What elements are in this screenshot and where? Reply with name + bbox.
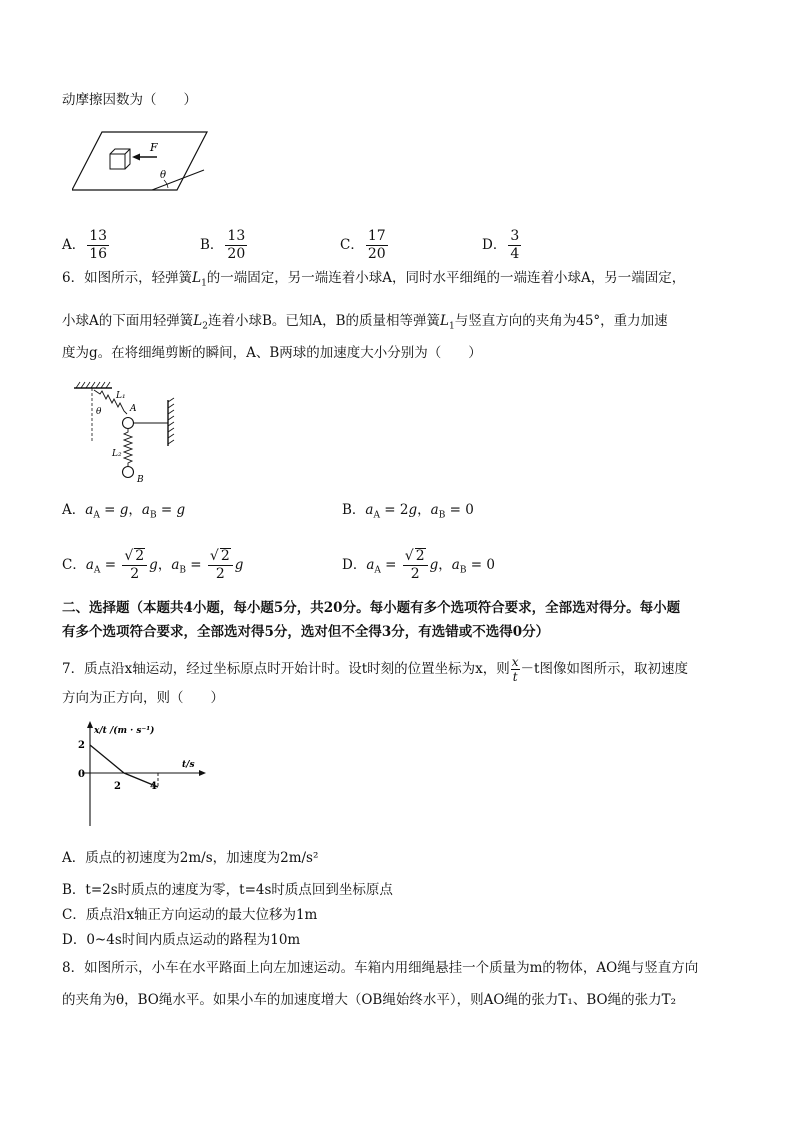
- q7-graph: [70, 718, 210, 830]
- q6-L2-label: L₂: [112, 449, 122, 459]
- q7-x-tick-4: 4: [150, 781, 157, 792]
- q5-tail-text: 动摩擦因数为（ ）: [62, 92, 197, 108]
- q7-data-line: [90, 745, 158, 787]
- q7-y-axis-label: x/t /(m · s⁻¹): [94, 726, 155, 736]
- q7-x-axis-label: t/s: [182, 760, 195, 770]
- q7-option-c: C．质点沿x轴正方向运动的最大位移为1m: [62, 907, 318, 923]
- q6-A-label: A: [130, 404, 137, 414]
- q5-force-label: F: [150, 141, 158, 154]
- q6-L1-label: L₁: [116, 391, 126, 401]
- q6-B-label: B: [137, 475, 144, 485]
- q5-option-d: D． $\frac{3}{4}$: [482, 228, 520, 262]
- section2-line1: 二、选择题（本题共4小题，每小题5分，共20分。每小题有多个选项符合要求，全部选对得分。每小题: [62, 600, 681, 616]
- q8-line1: 8．如图所示，小车在水平路面上向左加速运动。车箱内用细绳悬挂一个质量为m的物体，AO绳与竖直方向: [62, 960, 699, 976]
- q6-line2: 小球A的下面用轻弹簧$L_2$连着小球B。已知A，B的质量相等弹簧$L_1$与竖直方向的夹角为45°，重力加速: [62, 313, 668, 332]
- q5-angle-label: θ: [160, 170, 167, 181]
- section2-line2: 有多个选项符合要求，全部选对得5分，选对但不全得3分，有选错或不选得0分）: [62, 624, 550, 640]
- q6-spring-figure: [72, 380, 182, 488]
- q6-line3: 度为g。在将细绳剪断的瞬间，A、B两球的加速度大小分别为（ ）: [62, 345, 482, 361]
- q7-option-a: A．质点的初速度为2m/s，加速度为2m/s²: [62, 850, 319, 866]
- q6-option-b: B．$a_A = 2g$，$a_B = 0$: [342, 502, 474, 521]
- q7-option-d: D．0~4s时间内质点运动的路程为10m: [62, 932, 301, 948]
- q6-theta-label: θ: [96, 407, 102, 417]
- q7-x-tick-2: 2: [114, 781, 121, 792]
- q8-line2: 的夹角为θ，BO绳水平。如果小车的加速度增大（OB绳始终水平），则AO绳的张力T₁、BO绳的张力T₂: [62, 992, 676, 1008]
- q7-line1: 7．质点沿x轴运动，经过坐标原点时开始计时。设t时刻的位置坐标为x，则 $\frac{x}{t}$ －t图像如图所示，取初速度: [62, 655, 688, 684]
- q7-line2: 方向为正方向，则（ ）: [62, 690, 224, 706]
- q5-option-b: B． $\frac{13}{20}$: [200, 228, 246, 262]
- q6-option-c: C．$a_A$ = $\frac{√ 2}{2}$ g，$a_B$ = $\frac{√ 2}{2}$ g: [62, 548, 244, 582]
- q7-y-tick-2: 2: [78, 740, 85, 751]
- q5-incline-figure: [72, 128, 212, 194]
- q6-line1: 6．如图所示，轻弹簧$L_1$的一端固定，另一端连着小球A，同时水平细绳的一端连着小球A，另一端固定，: [62, 270, 686, 289]
- q7-option-b: B．t=2s时质点的速度为零，t=4s时质点回到坐标原点: [62, 882, 393, 898]
- q5-option-a: A． $\frac{13}{16}$: [62, 228, 108, 262]
- q6-option-a: A．$a_A = g$，$a_B = g$: [62, 502, 186, 521]
- q6-option-d: D．$a_A$ = $\frac{√ 2}{2}$ g，$a_B = 0$: [342, 548, 495, 582]
- q7-origin-label: 0: [78, 769, 85, 780]
- q5-option-c: C． $\frac{17}{20}$: [340, 228, 386, 262]
